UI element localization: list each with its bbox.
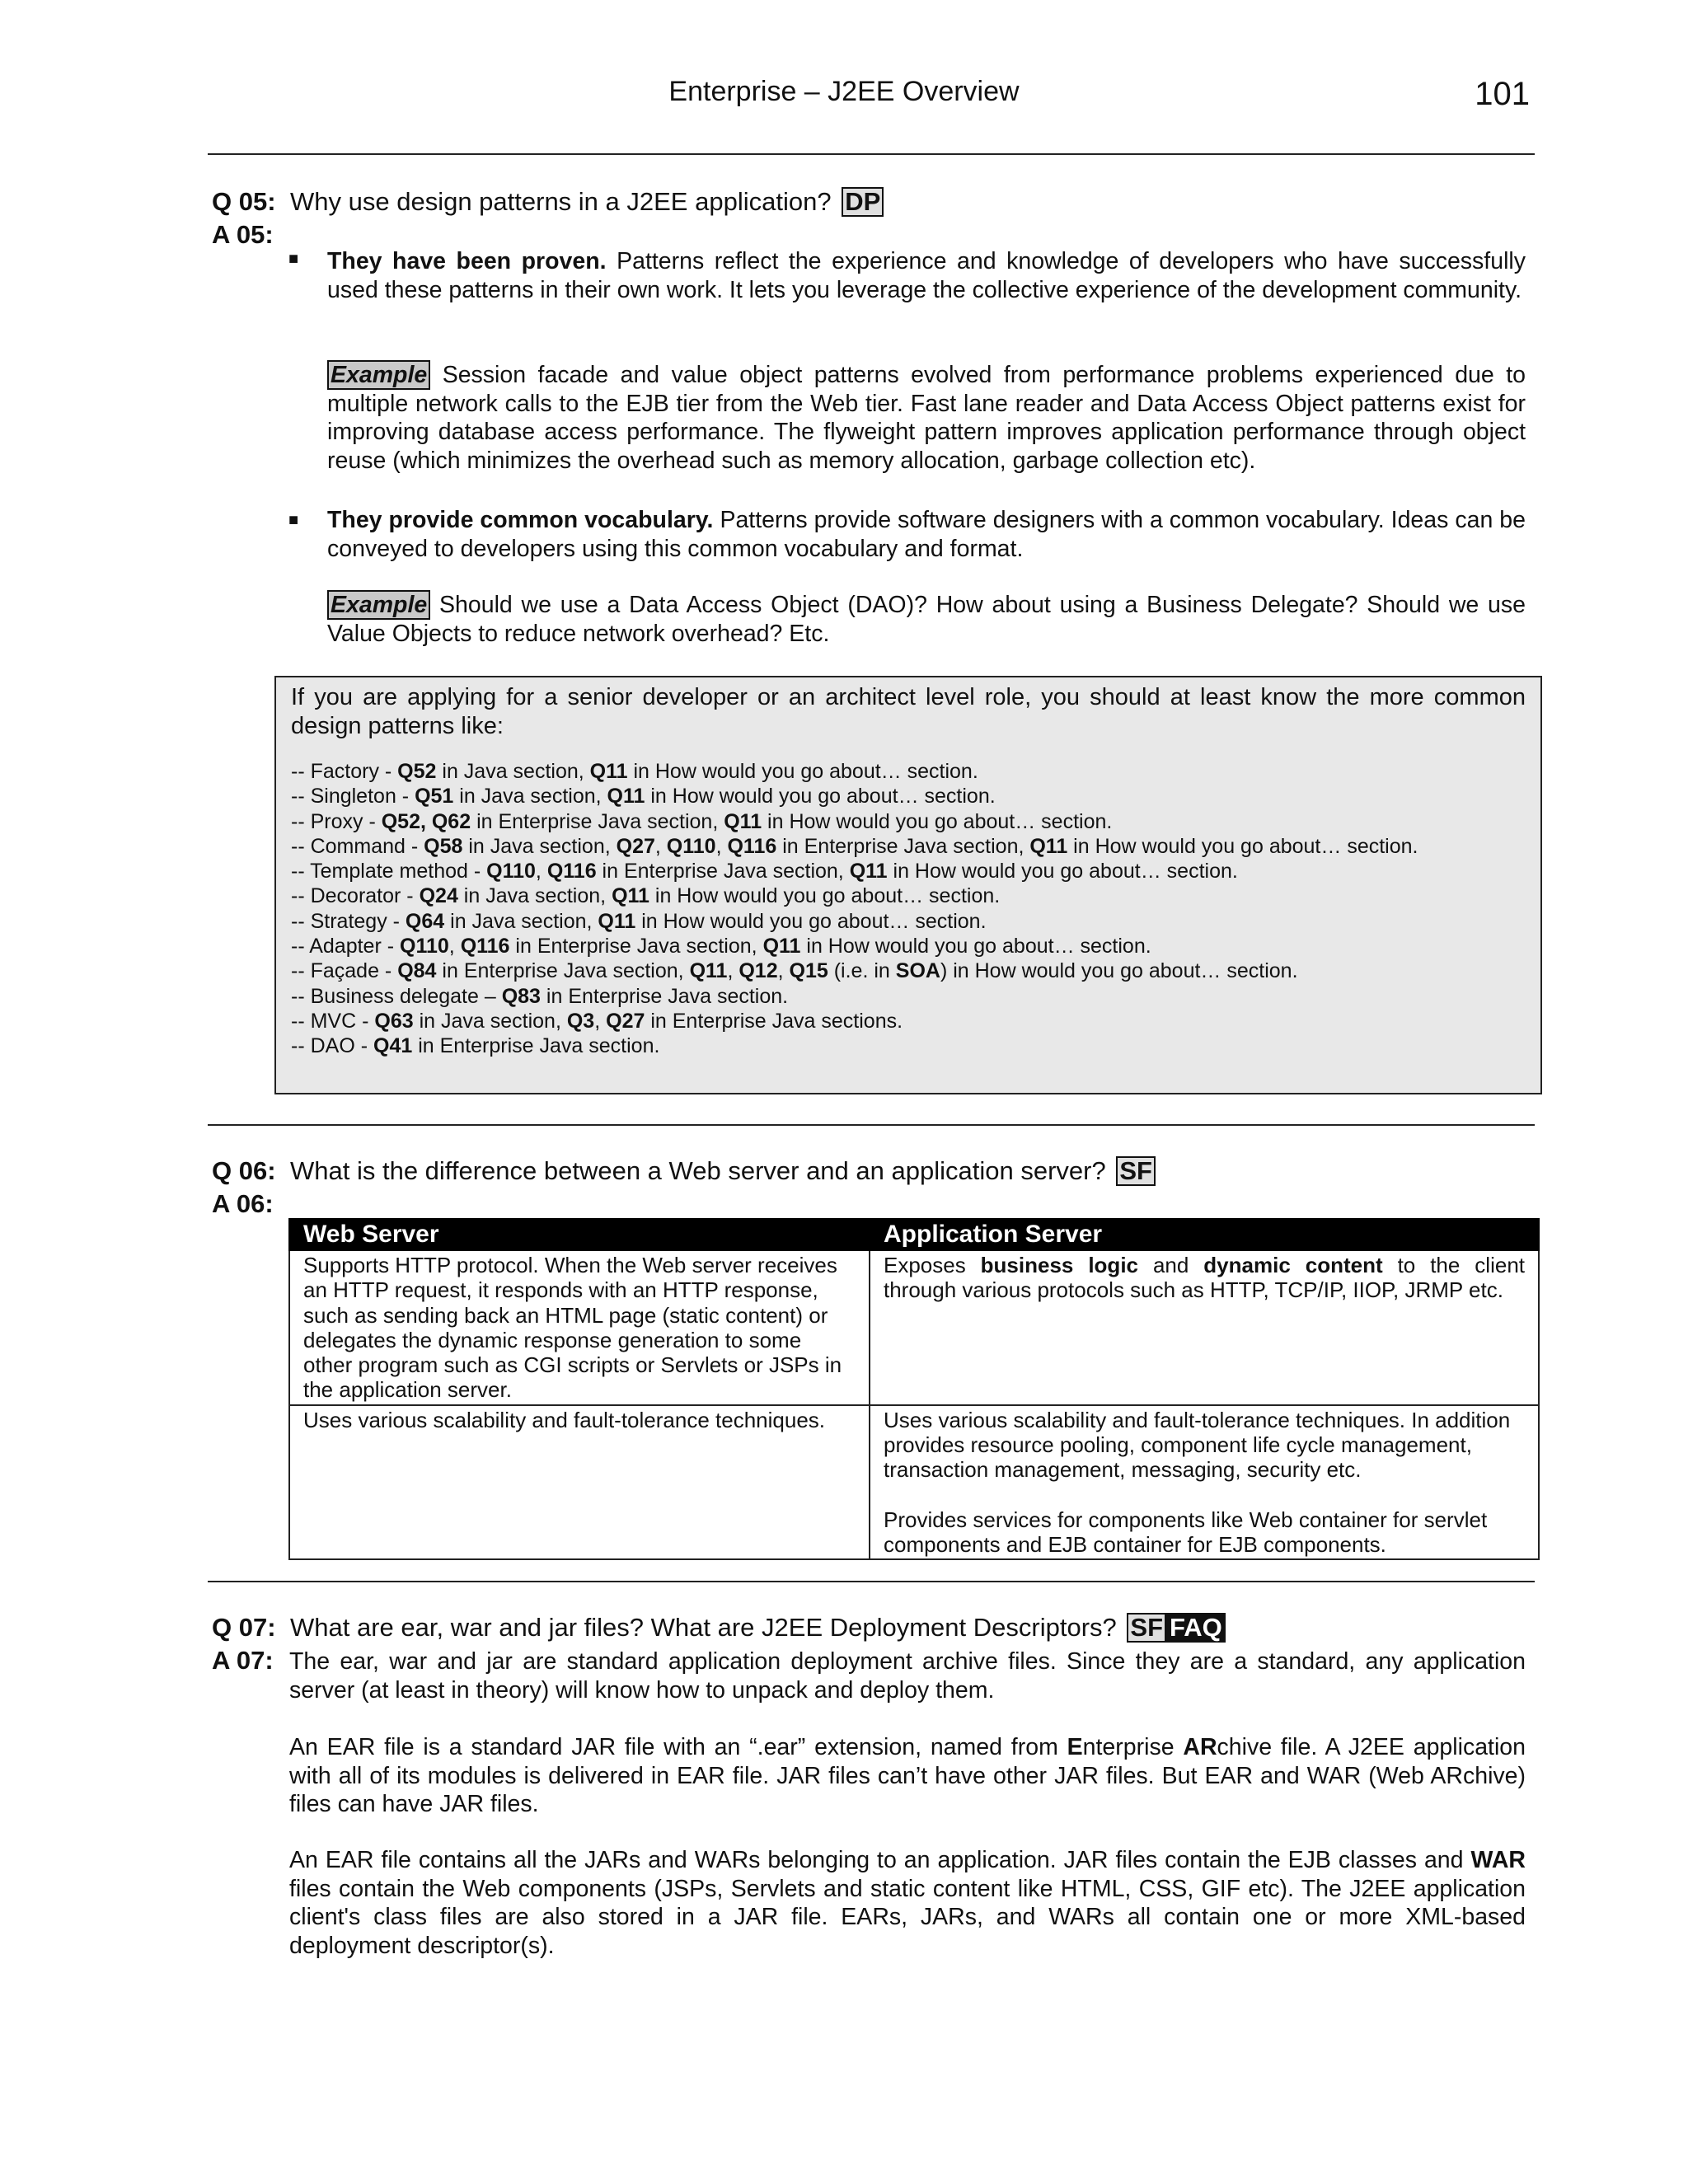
- question-label: Q 05:: [212, 187, 276, 216]
- bold-text: Q58: [424, 834, 463, 858]
- bold-text: WAR: [1470, 1847, 1526, 1873]
- bold-text: Q64: [405, 909, 445, 933]
- paragraph-text: An EAR file contains all the JARs and WARs belonging to an application. JAR files contain the EJB classes and WAR files contain the Web components (JSPs, Servlets and static content like HTML, CSS, GIF etc). The J2EE application client's class files are also stored in a JAR file. EARs, JARs, and WARs all contain one or more XML-based deployment descriptor(s).: [289, 1847, 1526, 1959]
- bullet-icon: ■: [288, 250, 299, 268]
- bold-text: E: [1067, 1734, 1083, 1760]
- example-text: Session facade and value object patterns evolved from performance problems experienced due to multiple network calls to the EJB tier from the Web tier. Fast lane reader and Data Access Object patterns exist for improving database access performance. The flyweight pattern improves application performance through object reuse (which minimizes the overhead such as memory allocation, garbage collection etc).: [327, 362, 1526, 474]
- answer-label: A 05:: [212, 220, 274, 249]
- pattern-list-item: -- Template method - Q110, Q116 in Enterprise Java section, Q11 in How would you go about… section.: [291, 860, 1238, 883]
- tag-badge: SF: [1127, 1613, 1166, 1643]
- bold-text: Q110: [400, 935, 449, 958]
- question-05: [212, 186, 884, 218]
- pattern-list: [291, 759, 1526, 1059]
- bold-text: Q11: [689, 959, 728, 983]
- page-header-title: Enterprise – J2EE Overview: [668, 76, 1020, 107]
- bold-text: AR: [1183, 1734, 1217, 1760]
- bold-text: Q110: [666, 834, 716, 858]
- bold-text: Q83: [501, 984, 541, 1008]
- patterns-callout-box: [274, 676, 1542, 1094]
- table-row: [289, 1250, 1539, 1405]
- faq-badge: FAQ: [1166, 1613, 1226, 1643]
- bullet-lead: They provide common vocabulary.: [327, 507, 714, 533]
- pattern-list-item: -- Singleton - Q51 in Java section, Q11 in How would you go about… section.: [291, 785, 996, 808]
- bullet-vocabulary: [327, 506, 1526, 563]
- answer-06-label: [212, 1188, 290, 1220]
- callout-intro: If you are applying for a senior developer or an architect level role, you should at least know the more common design patterns like:: [291, 684, 1526, 739]
- section-rule: [208, 1124, 1535, 1126]
- table-cell: [870, 1405, 1539, 1559]
- bold-text: Q11: [598, 909, 636, 933]
- header-rule: [208, 153, 1535, 155]
- question-06: [212, 1155, 1156, 1187]
- question-text: What are ear, war and jar files? What are J2EE Deployment Descriptors?: [290, 1613, 1117, 1642]
- bold-text: Q11: [1029, 834, 1068, 858]
- bold-text: Q116: [546, 860, 597, 883]
- bold-text: Q15: [789, 959, 828, 983]
- bold-text: Q63: [374, 1009, 414, 1033]
- bold-text: Q84: [397, 959, 437, 983]
- pattern-list-item: -- Business delegate – Q83 in Enterprise Java section.: [291, 984, 789, 1008]
- bullet-text: Patterns reflect the experience and knowledge of developers who have successfully used these patterns in their own work. It lets you leverage the collective experience of the development community.: [327, 248, 1526, 303]
- pattern-list-item: -- Adapter - Q110, Q116 in Enterprise Java section, Q11 in How would you go about… section.: [291, 935, 1151, 958]
- example-vocabulary: [327, 591, 1526, 648]
- table-cell-paragraph: Uses various scalability and fault-tolerance techniques. In addition provides resource pooling, component life cycle management, transaction management, messaging, security etc.: [884, 1407, 1511, 1483]
- pattern-list-item: -- Command - Q58 in Java section, Q27, Q110, Q116 in Enterprise Java section, Q11 in How would you go about… section.: [291, 834, 1418, 858]
- bold-text: business logic: [980, 1253, 1139, 1277]
- table-header-cell: Application Server: [870, 1219, 1539, 1250]
- bold-text: SOA: [895, 959, 940, 983]
- bold-text: Q24: [419, 884, 458, 908]
- question-07: [212, 1612, 1226, 1643]
- example-text: Should we use a Data Access Object (DAO)? How about using a Business Delegate? Should we use Value Objects to reduce network overhead? Etc.: [327, 592, 1526, 647]
- tag-badge: SF: [1116, 1156, 1156, 1186]
- bold-text: Q11: [607, 785, 645, 808]
- pattern-list-item: -- DAO - Q41 in Enterprise Java section.: [291, 1034, 660, 1058]
- question-label: Q 07:: [212, 1613, 276, 1642]
- section-rule: [208, 1581, 1535, 1582]
- table-header-row: [289, 1219, 1539, 1250]
- pattern-list-item: -- Proxy - Q52, Q62 in Enterprise Java section, Q11 in How would you go about… section.: [291, 809, 1113, 833]
- example-tag: Example: [327, 590, 430, 620]
- pattern-list-item: -- Strategy - Q64 in Java section, Q11 in How would you go about… section.: [291, 909, 987, 933]
- pattern-list-item: -- Factory - Q52 in Java section, Q11 in How would you go about… section.: [291, 760, 978, 783]
- pattern-list-item: -- Decorator - Q24 in Java section, Q11 in How would you go about… section.: [291, 884, 1001, 908]
- page-number: 101: [1475, 76, 1530, 112]
- bold-text: Q116: [727, 834, 777, 858]
- paragraph-text: An EAR file is a standard JAR file with an “.ear” extension, named from Enterprise ARchive file. A J2EE application with all of its modules is delivered in EAR file. JAR files can’t have other JAR files. But EAR and WAR (Web ARchive) files can have JAR files.: [289, 1734, 1526, 1817]
- bold-text: Q41: [373, 1034, 413, 1058]
- table-cell: Uses various scalability and fault-tolerance techniques.: [289, 1405, 870, 1559]
- bullet-text: Patterns provide software designers with a common vocabulary. Ideas can be conveyed to developers using this common vocabulary and format.: [327, 507, 1526, 562]
- comparison-table: [288, 1218, 1540, 1560]
- table-cell: [870, 1250, 1539, 1405]
- answer-label: A 07:: [212, 1646, 274, 1675]
- bold-text: dynamic content: [1203, 1253, 1383, 1277]
- bold-text: Q12: [738, 959, 778, 983]
- answer-label: A 06:: [212, 1189, 274, 1218]
- answer-07-label: [212, 1645, 290, 1676]
- answer-07-paragraph-1: The ear, war and jar are standard application deployment archive files. Since they are a standard, any application server (at least in theory) will know how to unpack and deploy them.: [289, 1648, 1526, 1704]
- bold-text: Q27: [616, 834, 655, 858]
- bold-text: Q116: [460, 935, 510, 958]
- bold-text: Q11: [589, 760, 628, 783]
- question-label: Q 06:: [212, 1156, 276, 1185]
- bold-text: Q3: [566, 1009, 595, 1033]
- bullet-icon: ■: [288, 511, 299, 529]
- bold-text: Q11: [724, 809, 762, 833]
- table-header-cell: Web Server: [289, 1219, 870, 1250]
- bold-text: Q27: [606, 1009, 645, 1033]
- bold-text: Q11: [849, 860, 888, 883]
- bold-text: Q11: [612, 884, 649, 908]
- example-proven: [327, 361, 1526, 475]
- pattern-list-item: -- Façade - Q84 in Enterprise Java section, Q11, Q12, Q15 (i.e. in SOA) in How would you go about… section.: [291, 959, 1298, 983]
- table-cell: Supports HTTP protocol. When the Web server receives an HTTP request, it responds with an HTTP response, such as sending back an HTML page (static content) or delegates the dynamic response generation to some other program such as CGI scripts or Servlets or JSPs in the application server.: [289, 1250, 870, 1405]
- answer-07-paragraph-3: [289, 1846, 1526, 1960]
- answer-07-paragraph-2: [289, 1733, 1526, 1819]
- question-text: Why use design patterns in a J2EE application?: [290, 187, 832, 216]
- bold-text: Q52, Q62: [381, 809, 471, 833]
- bold-text: Q11: [762, 935, 801, 958]
- table-cell-paragraph: Provides services for components like Web container for servlet components and EJB container for EJB components.: [884, 1507, 1488, 1557]
- pattern-list-item: -- MVC - Q63 in Java section, Q3, Q27 in Enterprise Java sections.: [291, 1009, 903, 1033]
- bold-text: Q52: [397, 760, 437, 783]
- bold-text: Q110: [486, 860, 536, 883]
- bullet-proven: [327, 247, 1526, 304]
- tag-badge: DP: [842, 187, 884, 217]
- question-text: What is the difference between a Web server and an application server?: [290, 1156, 1106, 1185]
- bullet-lead: They have been proven.: [327, 248, 607, 274]
- table-row: [289, 1405, 1539, 1559]
- example-tag: Example: [327, 360, 430, 390]
- answer-05-label: [212, 219, 290, 251]
- table-cell-text: Exposes business logic and dynamic content to the client through various protocols such as HTTP, TCP/IP, IIOP, JRMP etc.: [884, 1253, 1525, 1303]
- bold-text: Q51: [415, 785, 454, 808]
